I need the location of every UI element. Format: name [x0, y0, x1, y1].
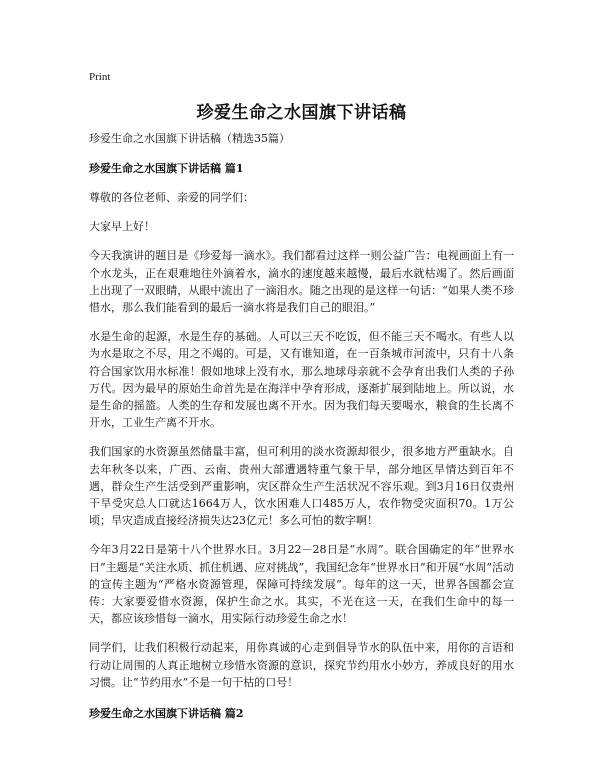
body-paragraph: 今年3月22日是第十八个世界水日。3月22－28日是“水周”。联合国确定的年“世界水日”主题是“关注水质、抓住机遇、应对挑战”，我国纪念年“世界水日”和开展“水周”活动的宣传主题为“严格水资源管理，保障可持续发展”。每年的这一天，世界各国都会宣传：大家要爱惜水资源，保护生命之水。其实，不光在这一天，在我们生命中的每一天，都应该珍惜每一滴水，用实际行动珍爱生命之水！: [89, 543, 514, 626]
body-paragraph: 今天我演讲的题目是《珍爱每一滴水》。我们都看过这样一则公益广告：电视画面上有一个水龙头，正在艰难地往外滴着水，滴水的速度越来越慢，最后水就枯竭了。然后画面上出现了一双眼睛，从眼中流出了一滴泪水。随之出现的是这样一句话：“如果人类不珍惜水，那么我们能看到的最后一滴水将是我们自己的眼泪。”: [89, 249, 514, 315]
document-subtitle: 珍爱生命之水国旗下讲话稿（精选35篇）: [89, 132, 290, 145]
page-title: 珍爱生命之水国旗下讲话稿: [196, 103, 407, 123]
greeting: 大家早上好！: [89, 220, 155, 234]
document-body: [89, 130, 514, 734]
body-paragraph: 我们国家的水资源虽然储量丰富，但可利用的淡水资源却很少，很多地方严重缺水。自去年秋冬以来，广西、云南、贵州大部遭遇特重气象干旱，部分地区旱情达到百年不遇，群众生产生活受到严重影响，灾区群众生产生活状况不容乐观。到3月16日仅贵州干旱受灾总人口就达1664万人，饮水困难人口485万人，农作物受灾面积70。1万公顷；旱灾造成直接经济损失达23亿元！多么可怕的数字啊！: [89, 445, 514, 528]
section-heading-2: 珍爱生命之水国旗下讲话稿 篇2: [89, 707, 244, 721]
section-heading-1: 珍爱生命之水国旗下讲话稿 篇1: [89, 162, 244, 175]
body-paragraph: 同学们，让我们积极行动起来，用你真诚的心走到倡导节水的队伍中来，用你的言语和行动让周围的人真正地树立珍惜水资源的意识，探究节约用水小妙方，养成良好的用水习惯。让“节约用水”不是一句干枯的口号！: [89, 641, 514, 689]
salutation: 尊敬的各位老师、亲爱的同学们：: [89, 191, 254, 204]
print-link[interactable]: Print: [89, 71, 111, 83]
body-paragraph: 水是生命的起源，水是生存的基础。人可以三天不吃饭，但不能三天不喝水。有些人以为水是取之不尽，用之不竭的。可是，又有谁知道，在一百条城市河流中，只有十八条符合国家饮用水标准！假如地球上没有水，那么地球母亲就不会孕育出我们人类的子孙万代。因为最早的原始生命首先是在海洋中孕育形成，逐渐扩展到陆地上。所以说，水是生命的摇篮。人类的生存和发展也离不开水。因为我们每天要喝水，粮食的生长离不开水，工业生产离不开水。: [89, 330, 514, 430]
